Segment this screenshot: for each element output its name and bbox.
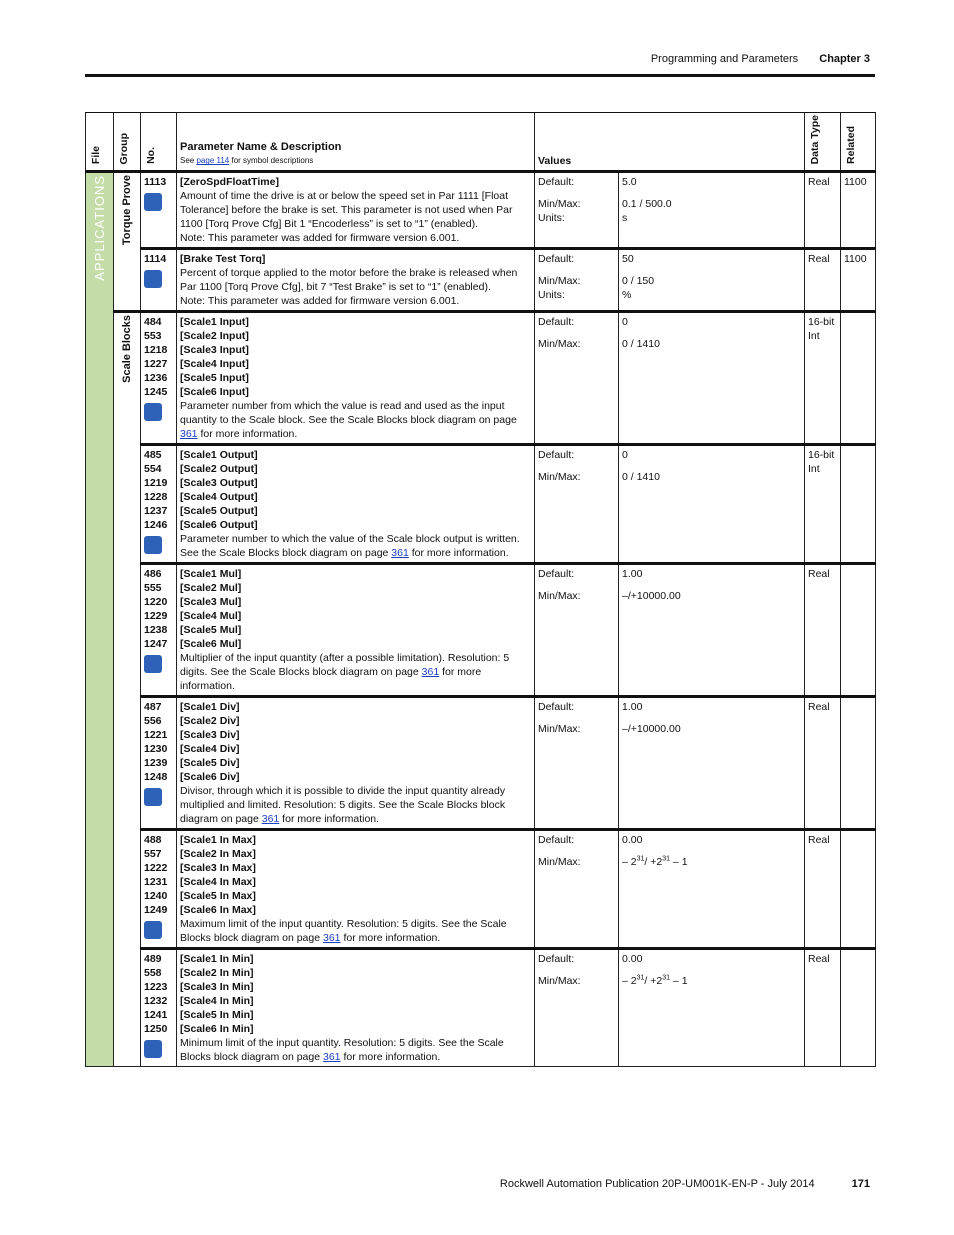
table-row: [86, 949, 876, 1067]
param-number-cell: 1113: [141, 172, 177, 249]
group-cell-scale-blocks: [114, 312, 141, 1067]
table-row: [86, 445, 876, 564]
blue-square-symbol-icon: [144, 193, 162, 211]
table-row: [86, 830, 876, 949]
param-number-cell: 486 555 1220 1229 1238 1247: [141, 564, 177, 697]
param-number-cell: 488 557 1222 1231 1240 1249: [141, 830, 177, 949]
table-row: [86, 172, 876, 249]
col-values: Values: [535, 113, 805, 172]
related-cell: [841, 312, 876, 445]
value-values-cell: 50 0 / 150 %: [619, 249, 805, 312]
param-name-cell: [Scale1 Mul] [Scale2 Mul] [Scale3 Mul] [Scale4 Mul] [Scale5 Mul] [Scale6 Mul] Multiplier of the input quantity (after a possible limitation). Resolution: 5 digits. See the Scale Blocks block diagram on page 361 for more information.: [177, 564, 535, 697]
value-labels-cell: Default: Min/Max:: [535, 564, 619, 697]
param-name-cell: [Brake Test Torq] Percent of torque applied to the motor before the brake is released when Par 1100 [Torq Prove Cfg], bit 7 “Test Brake” is set to “1” (enabled). Note: This parameter was added for firmware version 6.001.: [177, 249, 535, 312]
header-chapter: Chapter 3: [819, 53, 870, 65]
value-values-cell: 0 0 / 1410: [619, 312, 805, 445]
param-number-cell: 1114: [141, 249, 177, 312]
header-rule: [85, 74, 875, 77]
col-group: Group: [114, 113, 141, 172]
related-cell: [841, 445, 876, 564]
param-name-cell: [Scale1 In Min] [Scale2 In Min] [Scale3 In Min] [Scale4 In Min] [Scale5 In Min] [Scale6 In Min] Minimum limit of the input quantity. Resolution: 5 digits. See the Scale Blocks block diagram on page 361 for more information.: [177, 949, 535, 1067]
related-cell: [841, 697, 876, 830]
value-values-cell: 0.00 – $2^{31}/ +2^{31} - 1$: [619, 830, 805, 949]
blue-square-symbol-icon: [144, 1040, 162, 1058]
blue-square-symbol-icon: [144, 536, 162, 554]
value-values-cell: 5.0 0.1 / 500.0 s: [619, 172, 805, 249]
symbol-page-link[interactable]: page 114: [196, 156, 230, 166]
value-labels-cell: Default: Min/Max:: [535, 830, 619, 949]
param-name-cell: [ZeroSpdFloatTime] Amount of time the drive is at or below the speed set in Par 1111 [Float Tolerance] before the brake is set. This parameter is not used when Par 1100 [Torq Prove Cfg] Bit 1 “Encoderless” is set to “1” (enabled). Note: This parameter was added for firmware version 6.001.: [177, 172, 535, 249]
blue-square-symbol-icon: [144, 788, 162, 806]
value-labels-cell: Default: Min/Max: Units:: [535, 249, 619, 312]
data-type-cell: Real: [805, 830, 841, 949]
col-name: [177, 113, 535, 172]
data-type-cell: Real: [805, 564, 841, 697]
value-values-cell: 1.00 –/+10000.00: [619, 697, 805, 830]
related-cell: [841, 564, 876, 697]
table-row: [86, 249, 876, 312]
blue-square-symbol-icon: [144, 921, 162, 939]
col-no: No.: [141, 113, 177, 172]
running-header: [651, 53, 870, 65]
col-name-sub: See page 114 for symbol descriptions: [180, 156, 314, 166]
value-values-cell: 0 0 / 1410: [619, 445, 805, 564]
header-section: Programming and Parameters: [650, 53, 799, 65]
related-cell: 1100: [841, 172, 876, 249]
footer-publication: Rockwell Automation Publication 20P-UM001K-EN-P - July 2014: [499, 1178, 815, 1190]
data-type-cell: Real: [805, 172, 841, 249]
param-number-cell: 487 556 1221 1230 1239 1248: [141, 697, 177, 830]
param-number-cell: 489 558 1223 1232 1241 1250: [141, 949, 177, 1067]
data-type-cell: 16-bit Int: [805, 445, 841, 564]
group-cell-torque-prove: [114, 172, 141, 312]
table-row: [86, 697, 876, 830]
col-related: Related: [841, 113, 876, 172]
page-link[interactable]: 361: [323, 1051, 341, 1064]
file-label: APPLICATIONS: [91, 175, 107, 282]
data-type-cell: 16-bit Int: [805, 312, 841, 445]
group-label: Torque Prove: [121, 175, 133, 246]
value-values-cell: 1.00 –/+10000.00: [619, 564, 805, 697]
blue-square-symbol-icon: [144, 270, 162, 288]
blue-square-symbol-icon: [144, 655, 162, 673]
param-name-cell: [Scale1 Input] [Scale2 Input] [Scale3 Input] [Scale4 Input] [Scale5 Input] [Scale6 Input] Parameter number from which the value is read and used as the input quantity to the Scale block. See the Scale Blocks block diagram on page 361 for more information.: [177, 312, 535, 445]
file-cell: [86, 172, 114, 1067]
value-labels-cell: Default: Min/Max:: [535, 949, 619, 1067]
data-type-cell: Real: [805, 249, 841, 312]
page-link[interactable]: 361: [323, 932, 341, 945]
table-header-row: [86, 113, 876, 172]
col-file: File: [86, 113, 114, 172]
page-footer: [500, 1178, 870, 1190]
param-number-cell: 485 554 1219 1228 1237 1246: [141, 445, 177, 564]
group-label: Scale Blocks: [121, 315, 133, 384]
value-labels-cell: Default: Min/Max:: [535, 445, 619, 564]
data-type-cell: Real: [805, 949, 841, 1067]
parameter-table: [85, 112, 876, 1067]
related-cell: [841, 830, 876, 949]
page-link[interactable]: 361: [391, 547, 409, 560]
data-type-cell: Real: [805, 697, 841, 830]
param-name-cell: [Scale1 In Max] [Scale2 In Max] [Scale3 In Max] [Scale4 In Max] [Scale5 In Max] [Scale6 In Max] Maximum limit of the input quantity. Resolution: 5 digits. See the Scale Blocks block diagram on page 361 for more information.: [177, 830, 535, 949]
page-link[interactable]: 361: [180, 428, 198, 441]
page-number: 171: [851, 1178, 870, 1190]
param-name-cell: [Scale1 Output] [Scale2 Output] [Scale3 Output] [Scale4 Output] [Scale5 Output] [Scale6 Output] Parameter number to which the value of the Scale block output is written. See the Scale Blocks block diagram on page 361 for more information.: [177, 445, 535, 564]
value-labels-cell: Default: Min/Max:: [535, 312, 619, 445]
related-cell: 1100: [841, 249, 876, 312]
page-link[interactable]: 361: [421, 666, 440, 679]
page-link[interactable]: 361: [261, 813, 280, 826]
col-data-type: Data Type: [805, 113, 841, 172]
value-values-cell: 0.00 – $2^{31}/ +2^{31} - 1$: [619, 949, 805, 1067]
value-labels-cell: Default: Min/Max:: [535, 697, 619, 830]
col-name-title: Parameter Name & Description: [180, 141, 342, 154]
blue-square-symbol-icon: [144, 403, 162, 421]
related-cell: [841, 949, 876, 1067]
value-labels-cell: Default: Min/Max: Units:: [535, 172, 619, 249]
table-row: [86, 564, 876, 697]
table-row: [86, 312, 876, 445]
param-name-cell: [Scale1 Div] [Scale2 Div] [Scale3 Div] [Scale4 Div] [Scale5 Div] [Scale6 Div] Divisor, through which it is possible to divide the input quantity already multiplied and limited. Resolution: 5 digits. See the Scale Blocks block diagram on page 361 for more information.: [177, 697, 535, 830]
param-number-cell: 484 553 1218 1227 1236 1245: [141, 312, 177, 445]
